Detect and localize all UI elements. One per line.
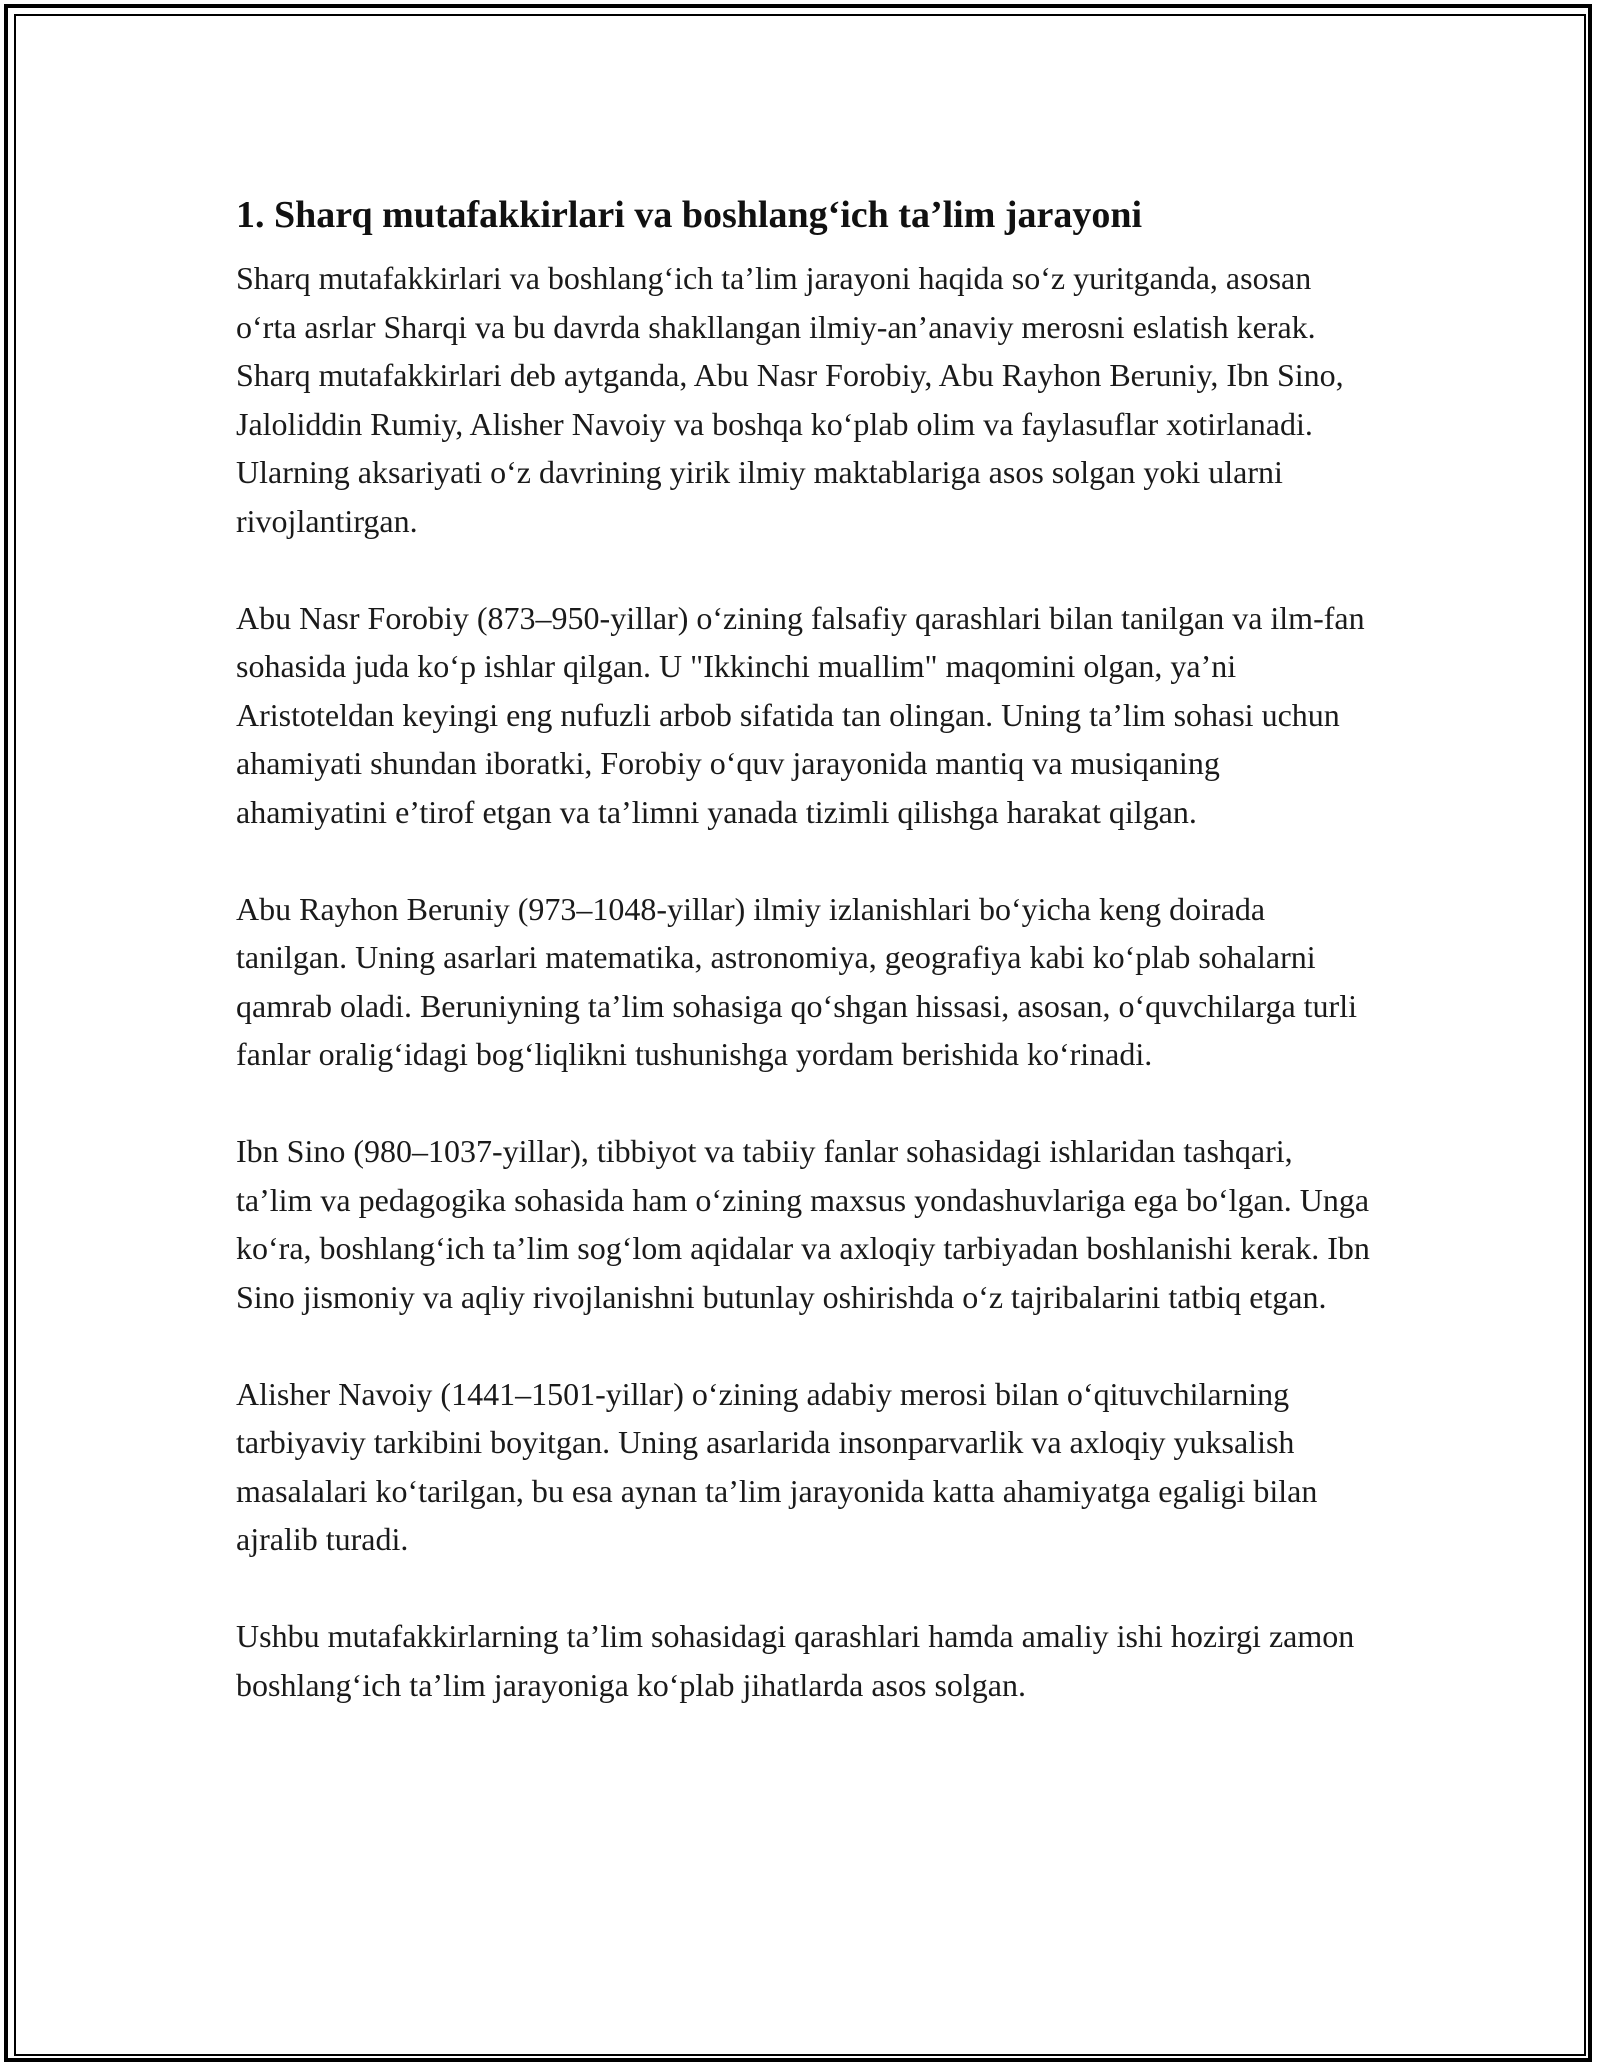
section-heading: 1. Sharq mutafakkirlari va boshlang‘ich ta’lim jarayoni <box>236 194 1143 236</box>
paragraph-beruniy: Abu Rayhon Beruniy (973–1048-yillar) ilmiy izlanishlari bo‘yicha keng doirada tanilgan. Uning asarlari matematika, astronomiya, geografiya kabi ko‘plab sohalarni qamrab oladi. Beruniyning ta’lim sohasiga qo‘shgan hissasi, asosan, o‘quvchilarga turli fanlar oralig‘idagi bog‘liqlikni tushunishga yordam berishida ko‘rinadi. <box>236 890 1357 1072</box>
paragraph-ibn-sino: Ibn Sino (980–1037-yillar), tibbiyot va tabiiy fanlar sohasidagi ishlaridan tashqari, ta’lim va pedagogika sohasida ham o‘zining maxsus yondashuvlariga ega bo‘lgan. Unga ko‘ra, boshlang‘ich ta’lim sog‘lom aqidalar va axloqiy tarbiyadan boshlanishi kerak. Ibn Sino jismoniy va aqliy rivojlanishni butunlay oshirishda o‘z tajribalarini tatbiq etgan. <box>236 1133 1370 1315</box>
paragraph-navoiy: Alisher Navoiy (1441–1501-yillar) o‘zining adabiy merosi bilan o‘qituvchilarning tarbiyaviy tarkibini boyitgan. Uning asarlarida insonparvarlik va axloqiy yuksalish masalalari ko‘tarilgan, bu esa aynan ta’lim jarayonida katta ahamiyatga egaligi bilan ajralib turadi. <box>236 1375 1318 1557</box>
document-body <box>236 190 1376 1758</box>
paragraph-conclusion: Ushbu mutafakkirlarning ta’lim sohasidagi qarashlari hamda amaliy ishi hozirgi zamon boshlang‘ich ta’lim jarayoniga ko‘plab jihatlarda asos solgan. <box>236 1618 1355 1703</box>
paragraph-intro: Sharq mutafakkirlari va boshlang‘ich ta’lim jarayoni haqida so‘z yuritganda, asosan o‘rta asrlar Sharqi va bu davrda shakllangan ilmiy-an’anaviy merosni eslatish kerak. Sharq mutafakkirlari deb aytganda, Abu Nasr Forobiy, Abu Rayhon Beruniy, Ibn Sino, Jaloliddin Rumiy, Alisher Navoiy va boshqa ko‘plab olim va faylasuflar xotirlanadi. Ularning aksariyati o‘z davrining yirik ilmiy maktablariga asos solgan yoki ularni rivojlantirgan. <box>236 260 1344 539</box>
paragraph-forobiy: Abu Nasr Forobiy (873–950-yillar) o‘zining falsafiy qarashlari bilan tanilgan va ilm-fan sohasida juda ko‘p ishlar qilgan. U "Ikkinchi muallim" maqomini olgan, ya’ni Aristoteldan keyingi eng nufuzli arbob sifatida tan olingan. Uning ta’lim sohasi uchun ahamiyati shundan iboratki, Forobiy o‘quv jarayonida mantiq va musiqaning ahamiyatini e’tirof etgan va ta’limni yanada tizimli qilishga harakat qilgan. <box>236 599 1365 830</box>
